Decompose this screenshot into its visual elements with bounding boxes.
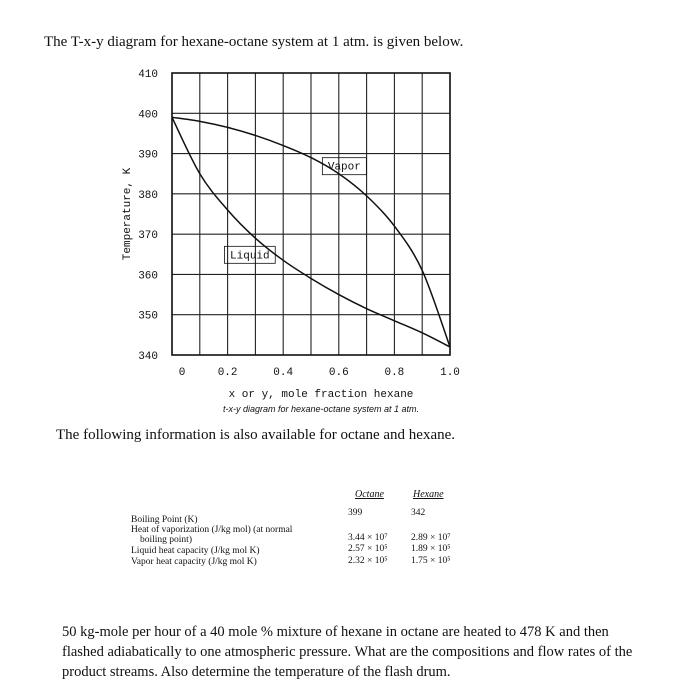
col-header-octane: Octane xyxy=(355,489,384,500)
chart-grid xyxy=(172,73,450,355)
x-axis-label: x or y, mole fraction hexane xyxy=(228,389,414,401)
y-tick-label: 410 xyxy=(138,69,158,81)
y-tick-label: 400 xyxy=(138,109,158,122)
liquid-region-label: Liquid xyxy=(230,250,270,263)
cell-hexane-vapor-cp: 1.75 × 10⁵ xyxy=(411,556,451,566)
problem-statement: 50 kg-mole per hour of a 40 mole % mixture of hexane in octane are heated to 478 K and then flashed adiabatically to one atmospheric pressure. What are the compositions and flow rates of the product streams. Also determine the temperature of the flash drum. xyxy=(62,624,633,680)
col-header-hexane: Hexane xyxy=(413,489,444,500)
row-label-heat-vaporization-cont: boiling point) xyxy=(140,535,192,545)
y-tick-label: 370 xyxy=(138,230,158,243)
y-tick-label: 350 xyxy=(138,310,158,323)
cell-octane-vapor-cp: 2.32 × 10⁵ xyxy=(348,556,388,566)
row-label-boiling-point: Boiling Point (K) xyxy=(131,515,198,525)
x-tick-label: 0.4 xyxy=(273,367,294,379)
row-label-heat-vaporization: Heat of vaporization (J/kg mol) (at normal xyxy=(131,525,293,535)
cell-hexane-boiling-point: 342 xyxy=(411,508,426,518)
y-tick-label: 390 xyxy=(138,149,158,162)
y-tick-label: 360 xyxy=(138,270,158,283)
y-tick-label: 380 xyxy=(138,189,158,202)
x-tick-label: 1.0 xyxy=(440,367,460,379)
cell-hexane-heat-vaporization: 2.89 × 10⁷ xyxy=(411,533,451,543)
row-label-liquid-heat-capacity: Liquid heat capacity (J/kg mol K) xyxy=(131,546,260,556)
cell-octane-liquid-cp: 2.57 × 10⁵ xyxy=(348,544,388,554)
cell-octane-heat-vaporization: 3.44 × 10⁷ xyxy=(348,533,388,543)
row-label-vapor-heat-capacity: Vapor heat capacity (J/kg mol K) xyxy=(131,557,257,567)
x-tick-label: 0.2 xyxy=(217,367,238,379)
vapor-region-label-box xyxy=(322,158,366,175)
problem-heading: The T-x-y diagram for hexane-octane system at 1 atm. is given below. xyxy=(44,34,464,50)
chart-caption: t-x-y diagram for hexane-octane system at 1 atm. xyxy=(222,404,420,414)
cell-octane-boiling-point: 399 xyxy=(348,508,363,518)
info-caption: The following information is also available for octane and hexane. xyxy=(56,427,456,443)
x-tick-label: 0.6 xyxy=(328,367,349,379)
liquid-region-label-box xyxy=(224,246,275,263)
x-tick-label: 0.8 xyxy=(384,367,405,379)
x-tick-label: 0 xyxy=(178,367,186,379)
cell-hexane-liquid-cp: 1.89 × 10⁵ xyxy=(411,544,451,554)
y-tick-label: 340 xyxy=(138,351,158,363)
vapor-region-label: Vapor xyxy=(327,161,361,174)
y-axis-label: Temperature, K xyxy=(122,167,134,261)
